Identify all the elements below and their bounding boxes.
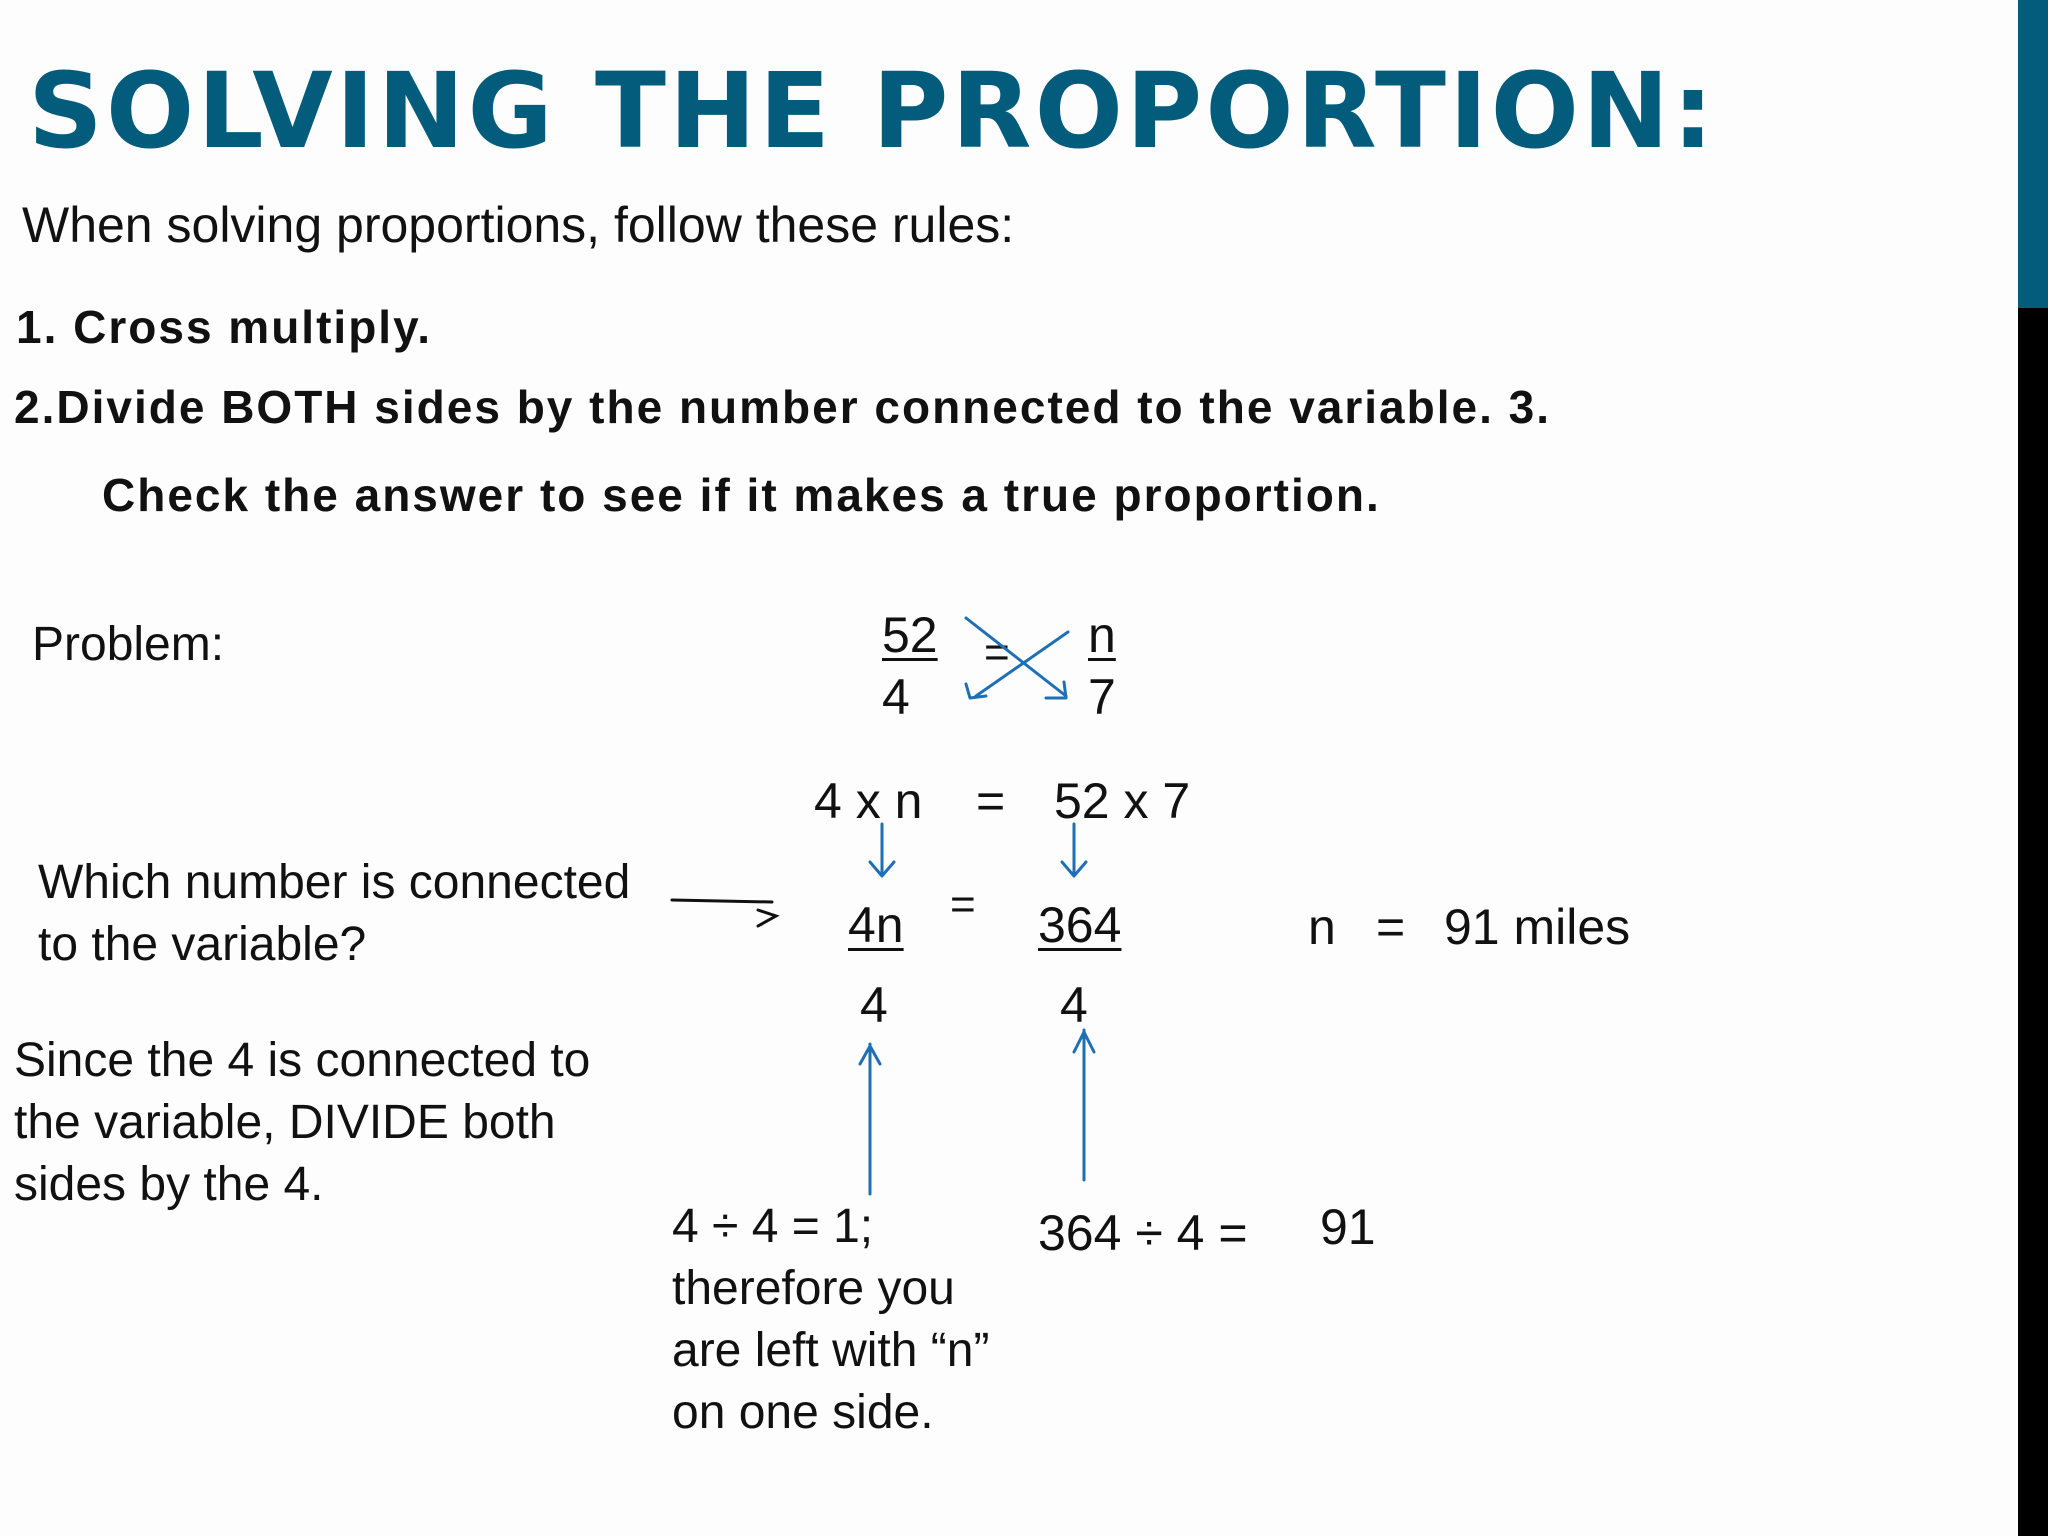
- cross-left: 4 x n: [814, 773, 923, 829]
- division-result: 91: [1320, 1199, 1376, 1255]
- divide-left-numerator: 4n: [848, 897, 904, 953]
- divide-left-denominator: 4: [860, 977, 888, 1033]
- divide-equals: =: [950, 880, 976, 929]
- cross-arrow-down-left-icon: [966, 632, 1068, 698]
- up-arrow-right-icon: [1074, 1030, 1094, 1180]
- problem-equals: =: [984, 628, 1010, 677]
- answer-variable: n: [1308, 899, 1336, 955]
- explanation-bottom: 4 ÷ 4 = 1; therefore you are left with “n” on one side.: [672, 1200, 990, 1439]
- problem-label: Problem:: [32, 618, 225, 671]
- cross-right: 52 x 7: [1054, 773, 1191, 829]
- cross-arrow-down-right-icon: [966, 618, 1066, 698]
- pointer-arrow-icon: [672, 900, 776, 926]
- division-expression: 364 ÷ 4 =: [1038, 1205, 1248, 1261]
- explanation-left: Since the 4 is connected to the variable, DIVIDE both sides by the 4.: [14, 1034, 591, 1211]
- divide-right-denominator: 4: [1060, 977, 1088, 1033]
- question-text: Which number is connected to the variable?: [38, 856, 631, 971]
- rule-3: Check the answer to see if it makes a true proportion.: [102, 469, 1381, 521]
- down-arrow-left-icon: [870, 824, 894, 876]
- up-arrow-left-icon: [860, 1044, 880, 1194]
- answer-value: 91 miles: [1444, 899, 1631, 955]
- down-arrow-right-icon: [1062, 824, 1086, 876]
- rule-2: 2.Divide BOTH sides by the number connected to the variable. 3.: [14, 381, 1552, 433]
- problem-right-numerator: n: [1088, 607, 1116, 663]
- divide-right-numerator: 364: [1038, 897, 1122, 953]
- problem-right-denominator: 7: [1088, 669, 1116, 725]
- slide-title: SOLVING THE PROPORTION:: [28, 50, 1717, 172]
- cross-equals: =: [976, 773, 1006, 829]
- problem-left-numerator: 52: [882, 607, 938, 663]
- intro-text: When solving proportions, follow these rules:: [22, 197, 1015, 253]
- rule-1: 1. Cross multiply.: [16, 301, 433, 353]
- answer-equals: =: [1376, 899, 1406, 955]
- problem-left-denominator: 4: [882, 669, 910, 725]
